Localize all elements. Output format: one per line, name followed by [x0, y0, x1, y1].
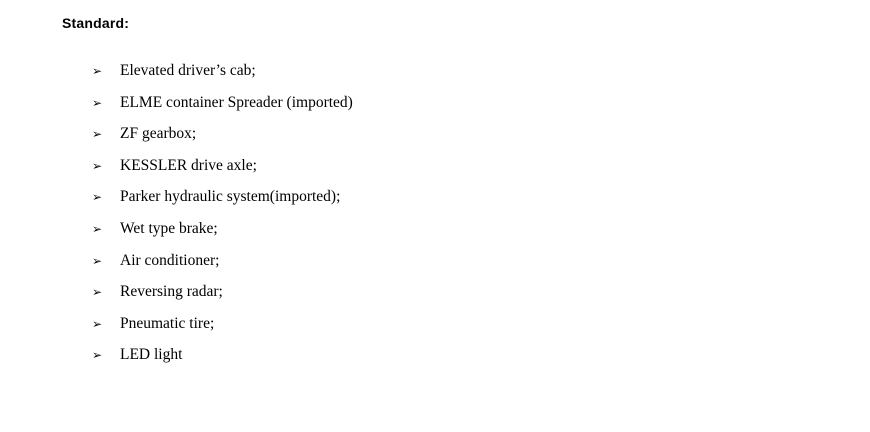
arrow-bullet-icon: ➢	[92, 253, 103, 268]
arrow-bullet-icon: ➢	[92, 64, 103, 78]
arrow-bullet-icon: ➢	[92, 348, 103, 363]
list-item-text: ZF gearbox;	[120, 125, 197, 143]
list-item	[92, 339, 353, 371]
arrow-bullet-icon: ➢	[92, 127, 103, 142]
list-item	[92, 55, 353, 87]
list-item-text: ELME container Spreader (imported)	[120, 93, 353, 111]
section-heading: Standard:	[62, 15, 130, 31]
list-item	[92, 150, 353, 182]
list-item	[92, 118, 353, 150]
list-item-text: Reversing radar;	[120, 283, 223, 301]
list-item-text: Air conditioner;	[120, 251, 220, 269]
list-item	[92, 181, 353, 213]
arrow-bullet-icon: ➢	[92, 221, 103, 236]
arrow-bullet-icon: ➢	[92, 95, 103, 110]
list-item	[92, 213, 353, 245]
list-item-text: Wet type brake;	[120, 219, 218, 237]
list-item-text: Elevated driver’s cab;	[120, 62, 256, 79]
list-item-text: KESSLER drive axle;	[120, 156, 257, 174]
list-item-text: LED light	[120, 346, 183, 364]
list-item	[92, 308, 353, 340]
arrow-bullet-icon: ➢	[92, 316, 103, 331]
list-item	[92, 87, 353, 119]
arrow-bullet-icon: ➢	[92, 158, 103, 173]
feature-list	[92, 55, 353, 371]
list-item	[92, 276, 353, 308]
arrow-bullet-icon: ➢	[92, 190, 103, 205]
list-item-text: Pneumatic tire;	[120, 314, 215, 332]
list-item-text: Parker hydraulic system(imported);	[120, 188, 341, 206]
arrow-bullet-icon: ➢	[92, 285, 103, 300]
list-item	[92, 245, 353, 277]
